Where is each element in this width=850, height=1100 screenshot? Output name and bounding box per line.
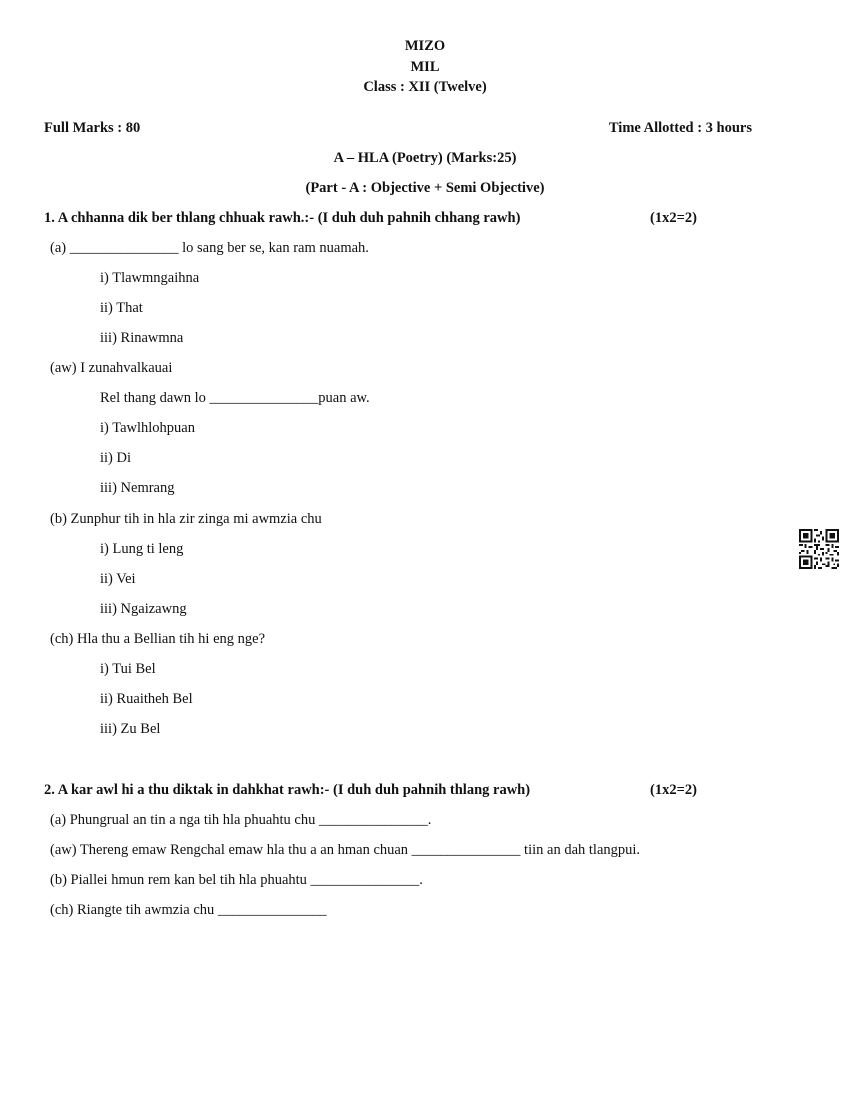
section-title: A – HLA (Poetry) (Marks:25) [333,150,517,166]
q1-aw-stem: Rel thang dawn lo _______________puan aw. [100,390,370,406]
q1-aw-option-3: iii) Nemrang [100,480,175,496]
q1-b-option-3: iii) Ngaizawng [100,601,187,617]
q1-b-stem: (b) Zunphur tih in hla zir zinga mi awmzia chu [50,511,322,527]
question-1: 1. A chhanna dik ber thlang chhuak rawh.:- (I duh duh pahnih chhang rawh) [44,210,521,226]
question-1-marks: (1x2=2) [650,210,697,226]
q1-aw-label: (aw) I zunahvalkauai [50,360,173,376]
q1-aw-option-2: ii) Di [100,450,132,466]
class-line: Class : XII (Twelve) [363,79,487,95]
q1-a-option-1: i) Tlawmngaihna [100,270,200,286]
q2-item-ch: (ch) Riangte tih awmzia chu _______________ [50,902,327,918]
q1-b-option-2: ii) Vei [100,571,136,587]
q1-aw-option-1: i) Tawlhlohpuan [100,420,195,436]
q2-item-aw: (aw) Thereng emaw Rengchal emaw hla thu a an hman chuan _______________ tiin an dah tlangpui. [50,842,641,858]
paper-title: MIL [410,59,440,75]
part-title: (Part - A : Objective + Semi Objective) [305,180,545,196]
qr-code-icon [799,529,839,569]
question-2-marks: (1x2=2) [650,782,697,798]
full-marks: Full Marks : 80 [44,120,141,136]
time-allotted: Time Allotted : 3 hours [608,120,752,136]
q2-item-b: (b) Piallei hmun rem kan bel tih hla phuahtu _______________. [50,872,423,888]
q1-b-option-1: i) Lung ti leng [100,541,184,557]
q1-a-stem: (a) _______________ lo sang ber se, kan ram nuamah. [50,240,369,256]
q1-ch-option-3: iii) Zu Bel [100,721,161,737]
q1-ch-stem: (ch) Hla thu a Bellian tih hi eng nge? [50,631,266,647]
q1-ch-option-1: i) Tui Bel [100,661,156,677]
q1-ch-option-2: ii) Ruaitheh Bel [100,691,193,707]
q1-a-option-2: ii) That [100,300,143,316]
subject-title: MIZO [404,38,446,54]
question-2: 2. A kar awl hi a thu diktak in dahkhat rawh:- (I duh duh pahnih thlang rawh) [44,782,531,798]
q2-item-a: (a) Phungrual an tin a nga tih hla phuahtu chu _______________. [50,812,432,828]
q1-a-option-3: iii) Rinawmna [100,330,184,346]
